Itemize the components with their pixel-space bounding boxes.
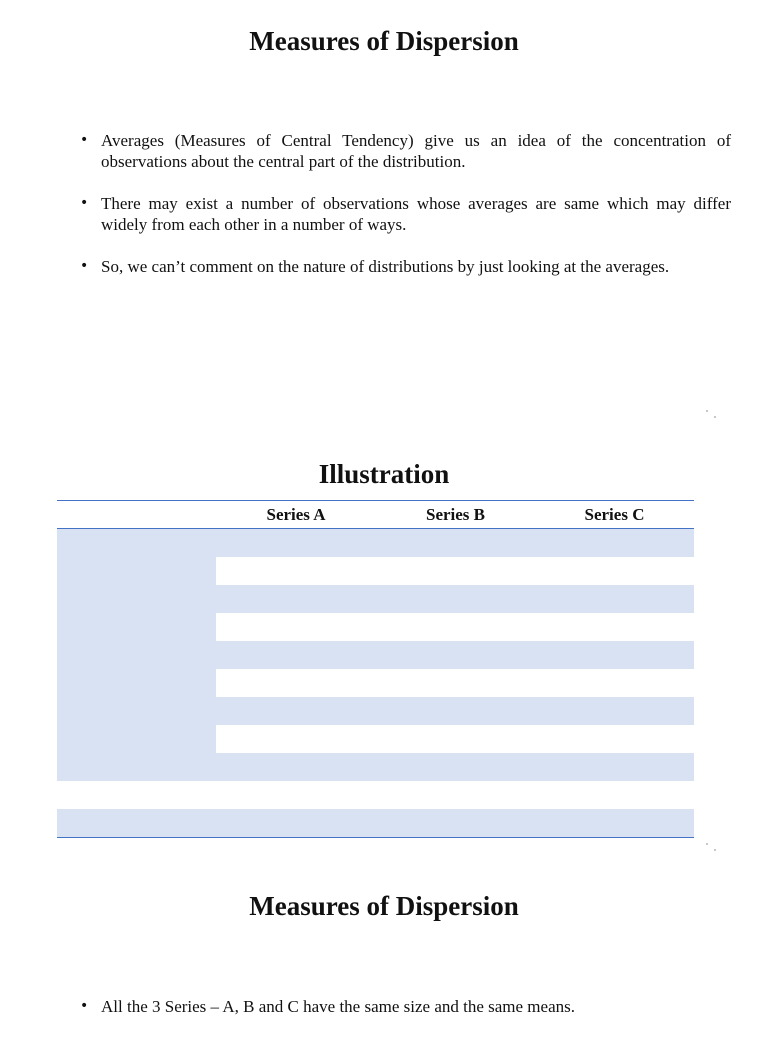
table-cell: [216, 669, 376, 697]
table-row: [57, 809, 694, 838]
table-cell: [216, 725, 376, 753]
table-cell: [376, 613, 535, 641]
table-cell: [535, 809, 694, 838]
table-cell: [57, 809, 216, 838]
table-header-series-c: Series C: [535, 501, 694, 529]
bullet-dot-icon: •: [80, 132, 89, 148]
table-cell: [535, 641, 694, 669]
section-title: Measures of Dispersion: [249, 891, 519, 921]
bullet-text: Averages (Measures of Central Tendency) give us an idea of the concentration of observations about the central part of the distribution.: [101, 131, 731, 171]
slide-number-mark: [706, 410, 716, 418]
bullet-text: All the 3 Series – A, B and C have the same size and the same means.: [101, 997, 575, 1016]
table-cell: [376, 781, 535, 809]
table-cell: [376, 697, 535, 725]
bullet-list: [80, 130, 731, 298]
table-cell: [376, 725, 535, 753]
bullet-dot-icon: •: [80, 998, 89, 1014]
slide-number-mark: [706, 843, 716, 851]
table-cell: [535, 585, 694, 613]
table-header-series-a: Series A: [216, 501, 376, 529]
table-cell: [535, 725, 694, 753]
list-item: [80, 193, 731, 235]
table-cell: [535, 613, 694, 641]
table-row-label-cell: [57, 529, 216, 782]
table-cell: [216, 613, 376, 641]
table-cell: [376, 669, 535, 697]
table-header-row: [57, 501, 694, 529]
table-cell: [535, 529, 694, 558]
list-item: [80, 256, 731, 277]
table-cell: [216, 781, 376, 809]
table-cell: [216, 557, 376, 585]
table-row: [57, 781, 694, 809]
table-cell: [535, 669, 694, 697]
table-cell: [376, 529, 535, 558]
table-cell: [216, 809, 376, 838]
table-cell: [376, 557, 535, 585]
table-cell: [216, 753, 376, 781]
table-cell: [376, 585, 535, 613]
table-cell: [376, 641, 535, 669]
table-cell: [535, 781, 694, 809]
table-cell: [216, 529, 376, 558]
table-header-series-b: Series B: [376, 501, 535, 529]
table-cell: [535, 557, 694, 585]
table-cell: [376, 809, 535, 838]
table-cell: [535, 697, 694, 725]
table-cell: [216, 585, 376, 613]
table-cell: [216, 697, 376, 725]
list-item: [80, 130, 731, 172]
section-title: Illustration: [318, 459, 450, 489]
table-cell: [57, 781, 216, 809]
table-cell: [376, 753, 535, 781]
bullet-text: So, we can’t comment on the nature of distributions by just looking at the averages.: [101, 257, 670, 276]
bullet-list: [80, 996, 731, 1038]
table-header-corner: [57, 501, 216, 529]
illustration-table: [57, 500, 694, 838]
list-item: [80, 996, 731, 1017]
bullet-dot-icon: •: [80, 195, 89, 211]
page-title: Measures of Dispersion: [249, 26, 519, 56]
bullet-text: There may exist a number of observations whose averages are same which may differ widely from each other in a number of ways.: [101, 194, 731, 234]
table-row: [57, 529, 694, 558]
table-cell: [535, 753, 694, 781]
bullet-dot-icon: •: [80, 258, 89, 274]
table-cell: [216, 641, 376, 669]
